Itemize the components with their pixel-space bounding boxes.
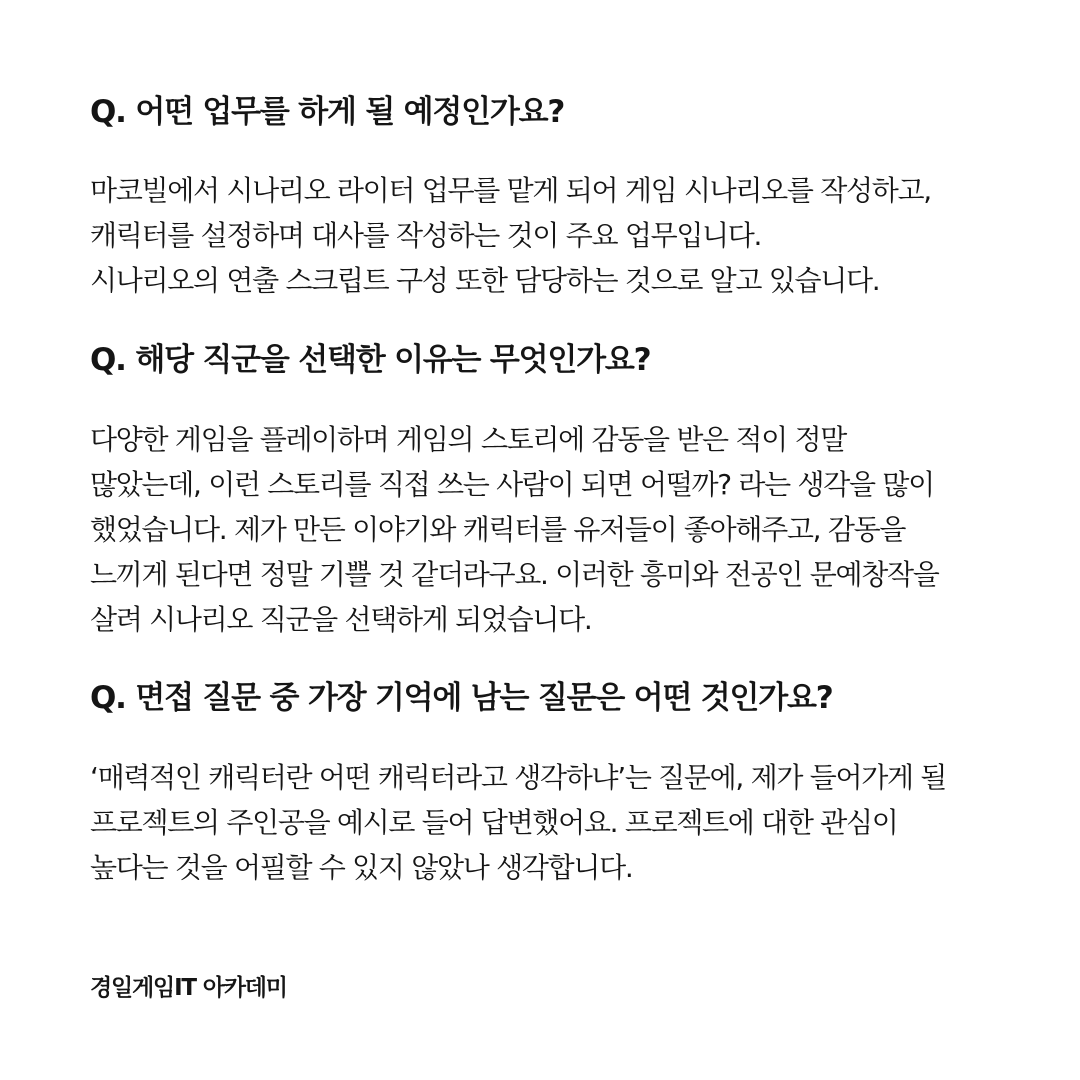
answer-paragraph bbox=[90, 168, 931, 303]
answer-line: 마코빌에서 시나리오 라이터 업무를 맡게 되어 게임 시나리오를 작성하고, bbox=[90, 174, 931, 207]
answer-line: 많았는데, 이런 스토리를 직접 쓰는 사람이 되면 어떨까? 라는 생각을 많이 bbox=[90, 468, 934, 501]
answer-line: 캐릭터를 설정하며 대사를 작성하는 것이 주요 업무입니다. bbox=[90, 219, 762, 252]
question-heading: Q. 면접 질문 중 가장 기억에 남는 질문은 어떤 것인가요? bbox=[90, 680, 833, 716]
answer-line: 느끼게 된다면 정말 기쁠 것 같더라구요. 이러한 흥미와 전공인 문예창작을 bbox=[90, 558, 939, 591]
answer-line: 다양한 게임을 플레이하며 게임의 스토리에 감동을 받은 적이 정말 bbox=[90, 423, 847, 456]
answer-line: 살려 시나리오 직군을 선택하게 되었습니다. bbox=[90, 603, 592, 636]
answer-line: 높다는 것을 어필할 수 있지 않았나 생각합니다. bbox=[90, 851, 633, 884]
answer-paragraph bbox=[90, 755, 946, 890]
footer-brand-logo: 경일게임IT 아카데미 bbox=[90, 975, 287, 1001]
answer-line: ‘매력적인 캐릭터란 어떤 캐릭터라고 생각하냐’는 질문에, 제가 들어가게 될 bbox=[90, 761, 947, 794]
answer-line: 했었습니다. 제가 만든 이야기와 캐릭터를 유저들이 좋아해주고, 감동을 bbox=[90, 513, 906, 546]
answer-line: 시나리오의 연출 스크립트 구성 또한 담당하는 것으로 알고 있습니다. bbox=[90, 264, 880, 297]
answer-line: 프로젝트의 주인공을 예시로 들어 답변했어요. 프로젝트에 대한 관심이 bbox=[90, 806, 898, 839]
answer-paragraph bbox=[90, 417, 938, 642]
question-heading: Q. 해당 직군을 선택한 이유는 무엇인가요? bbox=[90, 342, 651, 378]
question-heading: Q. 어떤 업무를 하게 될 예정인가요? bbox=[90, 94, 565, 130]
